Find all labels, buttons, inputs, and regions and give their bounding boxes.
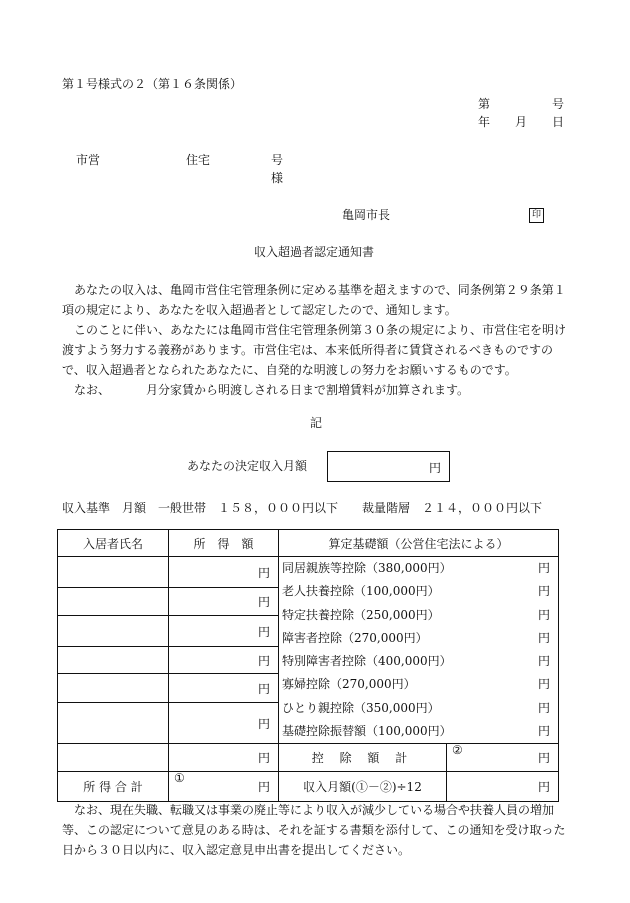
document-title: 収入超過者認定通知書	[254, 245, 375, 259]
circle-2-mark: ②	[452, 743, 463, 757]
resident-name-cell[interactable]	[58, 647, 168, 674]
income-amount-cell[interactable]	[169, 703, 278, 743]
date-day: 日	[552, 115, 565, 129]
income-standard: 収入基準 月額 一般世帯 １５８，０００円以下 裁量階層 ２１４，０００円以下	[62, 501, 543, 515]
yen-label: 円	[538, 607, 551, 622]
deduction-total-cell[interactable]	[447, 744, 559, 772]
yen-label: 円	[538, 630, 551, 645]
income-table	[57, 529, 559, 802]
income-amounts-block	[169, 557, 279, 744]
footer-text	[62, 800, 572, 860]
ki-mark: 記	[310, 416, 323, 430]
yen-label: 円	[257, 681, 270, 696]
resident-names-block	[58, 557, 169, 744]
income-amount-cell[interactable]	[169, 557, 278, 588]
income-amount-cell[interactable]	[169, 588, 278, 616]
income-total-label: 所 得 合 計	[58, 772, 169, 802]
income-amount-cell[interactable]	[169, 647, 278, 674]
addressee-housing: 住宅	[186, 153, 211, 167]
total-row-name-cell[interactable]	[58, 744, 169, 772]
income-label: あなたの決定収入月額	[187, 459, 308, 473]
deduction-item: 寡婦控除（270,000円） 円	[279, 673, 558, 696]
header-resident-name: 入居者氏名	[58, 530, 169, 557]
deduction-item: 基礎控除振替額（100,000円） 円	[279, 720, 558, 743]
body-text	[62, 280, 572, 400]
number-prefix: 第	[478, 97, 491, 111]
deduction-item: ひとり親控除（350,000円） 円	[279, 697, 558, 720]
deduction-item: 同居親族等控除（380,000円） 円	[279, 557, 558, 580]
income-amount-cell[interactable]	[169, 674, 278, 703]
yen-label: 円	[538, 561, 551, 575]
deductions-list	[279, 557, 559, 744]
date-year: 年	[478, 115, 491, 129]
date-month: 月	[515, 115, 528, 129]
addressee-number: 号	[271, 153, 284, 167]
body-p3-end: 月分家賃から明渡しされる日まで割増賃料が加算されます。	[146, 383, 470, 397]
resident-name-cell[interactable]	[58, 588, 168, 616]
addressee-honorific: 様	[271, 171, 284, 185]
yen-label: 円	[257, 716, 270, 731]
yen-label: 円	[257, 653, 270, 668]
resident-name-cell[interactable]	[58, 557, 168, 588]
monthly-income-formula: 収入月額(①－②)÷12	[279, 772, 447, 802]
deduction-total-label: 控 除 額 計	[279, 744, 447, 772]
body-paragraph-1: あなたの収入は、亀岡市営住宅管理条例に定める基準を超えますので、同条例第２９条第１項の規定により、あなたを収入超過者として認定したので、通知します。	[62, 283, 566, 317]
circle-1-mark: ①	[174, 771, 185, 785]
yen-label: 円	[538, 584, 551, 599]
deduction-item: 老人扶養控除（100,000円） 円	[279, 580, 558, 603]
issuer-name: 亀岡市長	[342, 208, 391, 222]
yen-label: 円	[257, 595, 270, 609]
yen-label: 円	[538, 654, 551, 668]
resident-name-cell[interactable]	[58, 616, 168, 647]
yen-label: 円	[257, 565, 270, 580]
yen-label: 円	[257, 780, 270, 794]
header-income-amount: 所 得 額	[169, 530, 279, 557]
footer-paragraph: なお、現在失職、転職又は事業の廃止等により収入が減少している場合や扶養人員の増加等、この認定について意見のある時は、それを証する書類を添付して、この通知を受け取った日から３０日以内に、収入認定意見申出書を提出してください。	[62, 803, 566, 857]
yen-label: 円	[538, 751, 551, 765]
deduction-item: 障害者控除（270,000円） 円	[279, 627, 558, 650]
yen-label: 円	[538, 723, 551, 738]
addressee-prefix: 市営	[76, 153, 101, 167]
income-field[interactable]	[327, 451, 450, 482]
seal-mark: 印	[529, 208, 544, 223]
header-calculation-base: 算定基礎額（公営住宅法による）	[279, 530, 559, 557]
yen-label: 円	[538, 700, 551, 715]
yen-label: 円	[538, 677, 551, 692]
number-suffix: 号	[552, 97, 565, 111]
monthly-income-cell[interactable]: 円	[447, 772, 559, 802]
body-p3-start: なお、	[74, 383, 111, 397]
yen-label: 円	[257, 624, 270, 639]
resident-name-cell[interactable]	[58, 674, 168, 703]
deduction-item: 特定扶養控除（250,000円） 円	[279, 604, 558, 627]
total-row-income-cell[interactable]: 円	[169, 744, 279, 772]
form-label: 第１号様式の２（第１６条関係）	[62, 77, 243, 91]
body-paragraph-3	[62, 380, 572, 400]
income-total-cell[interactable]	[169, 772, 279, 802]
deduction-item: 特別障害者控除（400,000円） 円	[279, 650, 558, 673]
income-unit: 円	[428, 461, 441, 475]
income-amount-cell[interactable]	[169, 616, 278, 647]
resident-name-cell[interactable]	[58, 703, 168, 743]
body-paragraph-2: このことに伴い、あなたには亀岡市営住宅管理条例第３０条の規定により、市営住宅を明け渡すよう努力する義務があります。市営住宅は、本来低所得者に賃貸されるべきものですので、収入超過者となられたあなたに、自発的な明渡しの努力をお願いするものです。	[62, 323, 567, 377]
